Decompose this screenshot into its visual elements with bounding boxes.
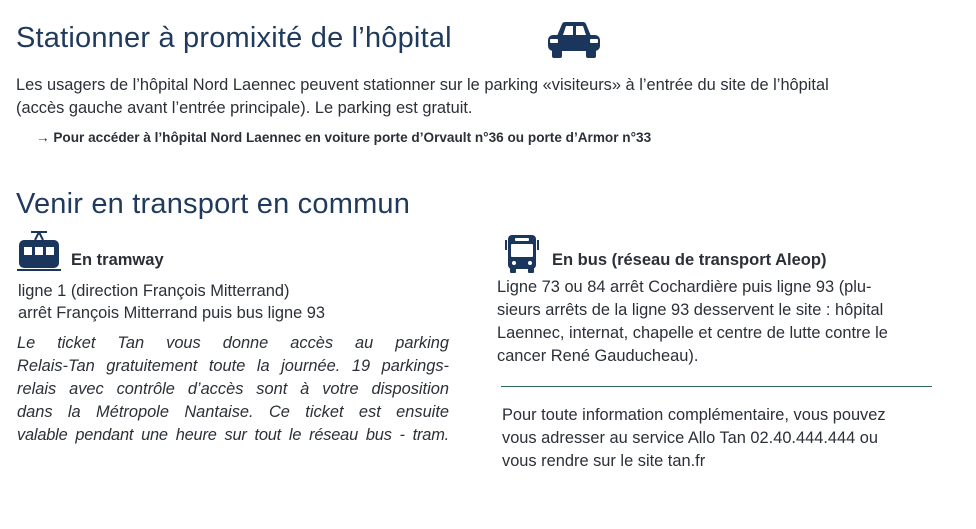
info-line: vous rendre sur le site tan.fr — [502, 452, 706, 470]
section-divider — [501, 386, 932, 387]
tram-note-line: relais avec contrôle d’accès sont à votre disposition — [17, 380, 449, 398]
tram-note — [17, 332, 449, 447]
bus-icon — [503, 234, 541, 274]
tram-icon — [17, 230, 61, 272]
tram-note-line: dans la Métropole Nantaise. Ce ticket est ensuite — [17, 403, 449, 421]
info-paragraph — [502, 404, 942, 473]
tram-note-line: valable pendant une heure sur tout le réseau bus - tram. — [17, 426, 449, 444]
bus-line: sieurs arrêts de la ligne 93 desservent le site : hôpital — [497, 301, 884, 319]
transport-title: Venir en transport en commun — [16, 188, 411, 220]
car-icon — [547, 20, 601, 60]
bus-paragraph — [497, 276, 933, 368]
tram-note-line: Le ticket Tan vous donne accès au parking — [17, 334, 449, 352]
parking-title: Stationner à promixité de l’hôpital — [16, 22, 452, 54]
bus-line: Laennec, internat, chapelle et centre de lutte contre le — [497, 324, 888, 342]
bus-heading: En bus (réseau de transport Aleop) — [552, 251, 827, 269]
bus-line: Ligne 73 ou 84 arrêt Cochardière puis ligne 93 (plu- — [497, 278, 872, 296]
tram-line-2: arrêt François Mitterrand puis bus ligne 93 — [18, 304, 326, 322]
info-line: vous adresser au service Allo Tan 02.40.444.444 ou — [502, 429, 879, 447]
info-line: Pour toute information complémentaire, vous pouvez — [502, 406, 886, 424]
tram-heading: En tramway — [71, 251, 164, 269]
parking-directions: → Pour accéder à l’hôpital Nord Laennec en voiture porte d’Orvault n°36 ou porte d’Armor n°33 — [36, 130, 652, 145]
parking-paragraph-line-2: (accès gauche avant l’entrée principale). Le parking est gratuit. — [16, 99, 473, 117]
tram-note-line: Relais-Tan gratuitement toute la journée. 19 parkings- — [17, 357, 449, 375]
tram-line-1: ligne 1 (direction François Mitterrand) — [18, 282, 290, 300]
parking-paragraph-line-1: Les usagers de l’hôpital Nord Laennec peuvent stationner sur le parking «visiteurs» à l’entrée du site de l’hôpital — [16, 76, 829, 94]
bus-line: cancer René Gauducheau). — [497, 347, 699, 365]
